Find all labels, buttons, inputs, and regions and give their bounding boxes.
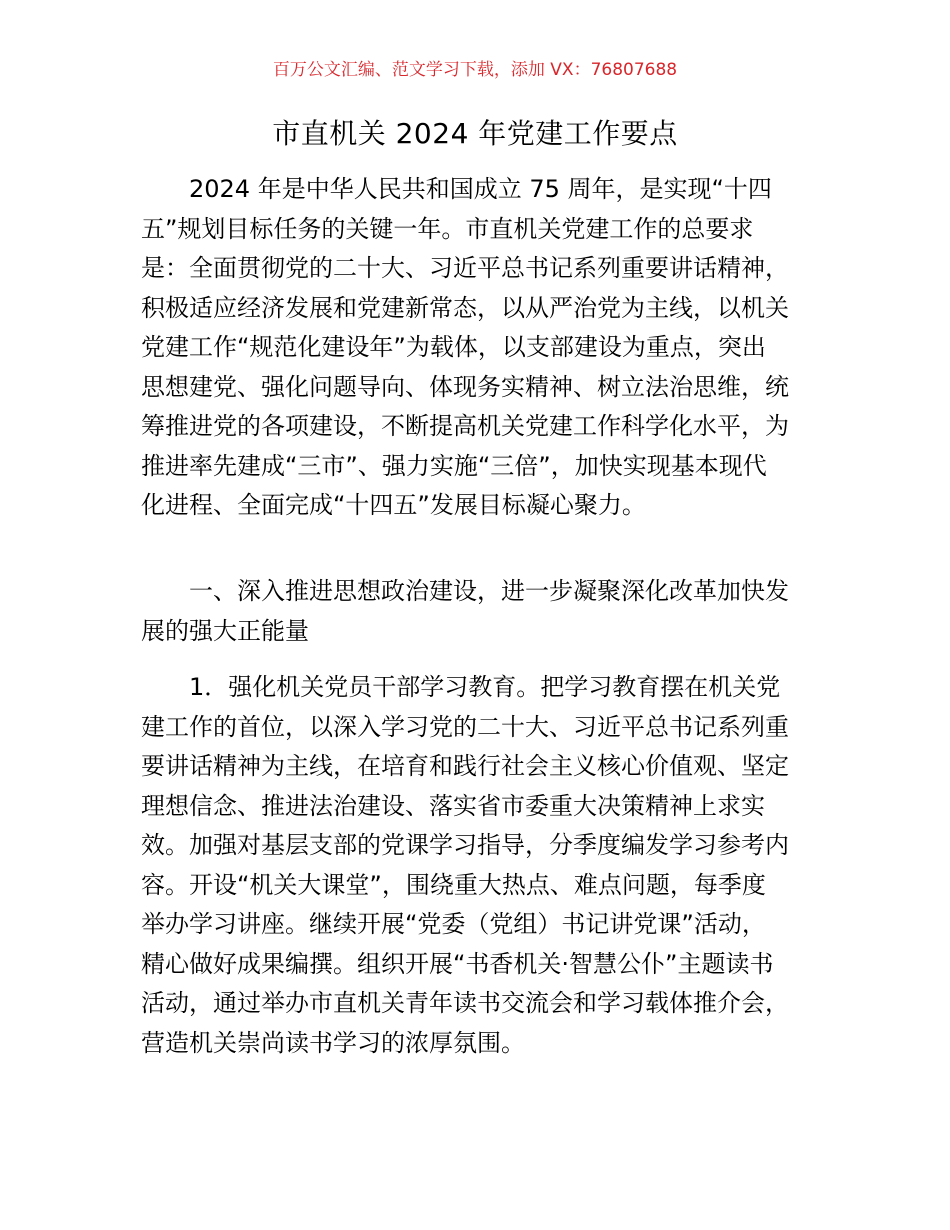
paragraph-line: 积极适应经济发展和党建新常态，以从严治党为主线，以机关 <box>141 293 789 322</box>
paragraph-line: 推进率先建成“三市”、强力实施“三倍”，加快实现基本现代 <box>141 451 767 480</box>
paragraph-line: 1．强化机关党员干部学习教育。把学习教育摆在机关党 <box>189 673 781 701</box>
intro-paragraph <box>141 170 821 526</box>
paragraph-line: 展的强大正能量 <box>141 616 309 645</box>
paragraph-line: 2024 年是中华人民共和国成立 75 周年，是实现“十四 <box>189 175 772 203</box>
paragraph-line: 五”规划目标任务的关键一年。市直机关党建工作的总要求 <box>141 214 754 243</box>
paragraph-line: 筹推进党的各项建设，不断提高机关党建工作科学化水平，为 <box>141 412 789 440</box>
header-watermark-note: 百万公文汇编、范文学习下载，添加 VX：76807688 <box>272 60 678 80</box>
paragraph-line: 思想建党、强化问题导向、体现务实精神、树立法治思维，统 <box>141 372 789 401</box>
paragraph-line: 是：全面贯彻党的二十大、习近平总书记系列重要讲话精神， <box>141 254 789 282</box>
paragraph-line: 一、深入推进思想政治建设，进一步凝聚深化改革加快发 <box>189 577 789 605</box>
paragraph-line: 营造机关崇尚读书学习的浓厚氛围。 <box>141 1028 525 1057</box>
paragraph-line: 精心做好成果编撰。组织开展“书香机关·智慧公仆”主题读书 <box>141 949 774 978</box>
section-heading-1 <box>141 572 821 651</box>
item-1-paragraph <box>141 668 821 1063</box>
document-title: 市直机关 2024 年党建工作要点 <box>272 117 678 150</box>
paragraph-line: 要讲话精神为主线，在培育和践行社会主义核心价值观、坚定 <box>141 752 789 780</box>
paragraph-line: 建工作的首位，以深入学习党的二十大、习近平总书记系列重 <box>141 712 789 741</box>
paragraph-line: 理想信念、推进法治建设、落实省市委重大决策精神上求实 <box>141 791 765 820</box>
paragraph-line: 党建工作“规范化建设年”为载体，以支部建设为重点，突出 <box>141 333 766 361</box>
paragraph-line: 化进程、全面完成“十四五”发展目标凝心聚力。 <box>141 491 646 519</box>
paragraph-line: 活动，通过举办市直机关青年读书交流会和学习载体推介会， <box>141 989 789 1017</box>
paragraph-line: 效。加强对基层支部的党课学习指导，分季度编发学习参考内 <box>141 831 789 859</box>
paragraph-line: 举办学习讲座。继续开展“党委（党组）书记讲党课”活动， <box>141 910 766 938</box>
paragraph-line: 容。开设“机关大课堂”，围绕重大热点、难点问题，每季度 <box>141 870 766 899</box>
